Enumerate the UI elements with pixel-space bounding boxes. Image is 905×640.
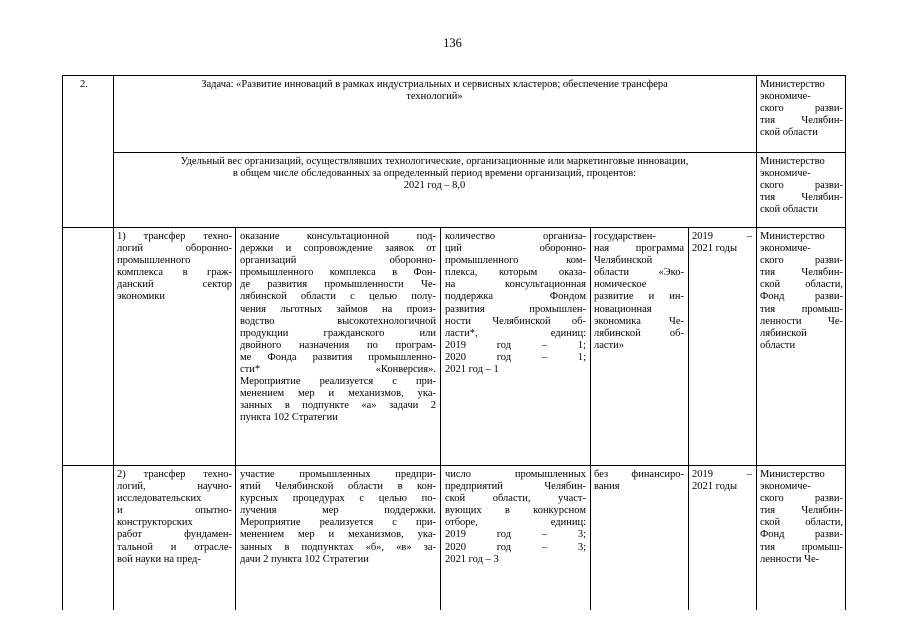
- result-cell-line: ласти*, единиц:: [445, 327, 586, 339]
- responsible-cell-line: экономиче-: [760, 168, 811, 180]
- responsible-cell: [760, 79, 843, 139]
- direction-cell-line: 1) трансфер техно-: [117, 231, 232, 242]
- responsible-cell-line: ленности Че-: [760, 553, 820, 565]
- result-cell-line: 2019 год – 3;: [445, 529, 586, 541]
- responsible-cell-line: области: [760, 339, 796, 351]
- result-cell-line: 2019 год – 1;: [445, 339, 586, 351]
- period-cell: [692, 231, 752, 255]
- responsible-cell-line: ской области,: [760, 279, 843, 291]
- result-cell-line: количество организа-: [445, 231, 586, 242]
- table-rule: [756, 75, 757, 610]
- measure-cell-line: пункта 102 Стратегии: [240, 412, 338, 424]
- direction-cell-line: 2) трансфер техно-: [117, 469, 232, 480]
- direction-cell: [117, 231, 232, 304]
- result-cell-line: плекса, которым оказа-: [445, 267, 586, 279]
- responsible-cell-line: Министерство: [760, 231, 825, 242]
- measure-cell-line: сти* «Конверсия».: [240, 364, 436, 376]
- source-cell-line: развитие и ин-: [594, 291, 684, 303]
- measure-cell-line: занных в подпункте «а» задачи 2: [240, 400, 436, 412]
- measure-cell-line: курсных процедурах с целью по-: [240, 493, 436, 505]
- period-cell-line: 2021 годы: [692, 481, 738, 493]
- result-cell: [445, 231, 586, 376]
- period-cell-line: 2019 –: [692, 231, 752, 242]
- page-number: 136: [443, 36, 462, 50]
- measure-cell-line: менением мер и механизмов, ука-: [240, 529, 436, 541]
- responsible-cell: [760, 469, 843, 566]
- result-cell: [445, 469, 586, 566]
- responsible-cell-line: Министерство: [760, 469, 825, 480]
- result-cell-line: 2021 год – 1: [445, 364, 499, 376]
- table-rule: [688, 227, 689, 610]
- source-cell-line: области «Эко-: [594, 267, 684, 279]
- result-cell-line: ности Челябинской об-: [445, 315, 586, 327]
- direction-cell-line: тальной и отрасле-: [117, 541, 232, 553]
- responsible-cell-line: экономиче-: [760, 481, 811, 493]
- table-rule: [440, 227, 441, 610]
- direction-cell: [117, 469, 232, 566]
- result-cell-line: число промышленных: [445, 469, 586, 480]
- table-rule: [845, 75, 846, 610]
- direction-cell-line: исследовательских: [117, 493, 202, 505]
- responsible-cell-line: ской области,: [760, 517, 843, 529]
- source-cell: [594, 469, 684, 493]
- responsible-cell-line: ского разви-: [760, 180, 843, 192]
- period-cell-line: 2021 годы: [692, 243, 738, 255]
- result-cell-line: промышленного ком-: [445, 255, 586, 267]
- measure-cell-line: промышленного комплекса в Фон-: [240, 267, 436, 279]
- table-rule: [113, 152, 846, 153]
- responsible-cell-line: Фонд разви-: [760, 529, 843, 541]
- source-cell-line: без финансиро-: [594, 469, 684, 480]
- measure-cell-line: продукции гражданского или: [240, 327, 436, 339]
- measure-cell-line: лябинской области с целью полу-: [240, 291, 436, 303]
- source-cell-line: ласти»: [594, 339, 625, 351]
- direction-cell-line: данский сектор: [117, 279, 232, 291]
- task-title-line: Задача: «Развитие инноваций в рамках индустриальных и сервисных кластеров; обеспечение трансфера: [201, 79, 668, 90]
- source-cell-line: государствен-: [594, 231, 656, 242]
- measure-cell-line: Мероприятие реализуется с при-: [240, 376, 436, 388]
- measure-cell-line: ятий Челябинской области в кон-: [240, 481, 436, 493]
- indicator-text-line: Удельный вес организаций, осуществлявших технологические, организационные или маркетинговые инновации,: [180, 156, 689, 167]
- measure-cell-line: занных в подпунктах «б», «в» за-: [240, 541, 436, 553]
- source-cell-line: вания: [594, 481, 620, 493]
- result-cell-line: предприятий Челябин-: [445, 481, 586, 493]
- responsible-cell-line: экономиче-: [760, 243, 811, 255]
- measure-cell-line: Мероприятие реализуется с при-: [240, 517, 436, 529]
- responsible-cell-line: ской области: [760, 204, 818, 216]
- measure-cell-line: ме Фонда развития промышленно-: [240, 351, 436, 363]
- responsible-cell-line: ского разви-: [760, 103, 843, 115]
- indicator-text-line: в общем числе обследованных за определенный период времени организаций, процентов:: [232, 168, 637, 180]
- row-number-line: 2.: [80, 79, 88, 90]
- measure-cell: [240, 231, 436, 425]
- responsible-cell-line: тия Челябин-: [760, 505, 843, 517]
- table-rule: [235, 227, 236, 610]
- responsible-cell-line: ского разви-: [760, 493, 843, 505]
- measure-cell-line: чения льготных займов на произ-: [240, 303, 436, 315]
- result-cell-line: ской области, участ-: [445, 493, 586, 505]
- measure-cell: [240, 469, 436, 566]
- responsible-cell-line: лябинской: [760, 327, 807, 339]
- responsible-cell-line: ленности Че-: [760, 315, 843, 327]
- source-cell-line: номическое: [594, 279, 647, 291]
- result-cell-line: развития промышлен-: [445, 303, 586, 315]
- source-cell-line: лябинской об-: [594, 327, 684, 339]
- table-rule: [62, 465, 846, 466]
- responsible-cell-line: экономиче-: [760, 91, 811, 103]
- result-cell-line: 2020 год – 1;: [445, 351, 586, 363]
- responsible-cell-line: тия Челябин-: [760, 115, 843, 127]
- measure-cell-line: водство высокотехнологичной: [240, 315, 436, 327]
- responsible-cell: [760, 156, 843, 216]
- result-cell-line: 2021 год – 3: [445, 553, 499, 565]
- responsible-cell-line: Министерство: [760, 156, 825, 167]
- measure-cell-line: организаций оборонно-: [240, 255, 436, 267]
- period-cell: [692, 469, 752, 493]
- measure-cell-line: участие промышленных предпри-: [240, 469, 436, 480]
- result-cell-line: вующих в конкурсном: [445, 505, 586, 517]
- responsible-cell-line: тия Челябин-: [760, 192, 843, 204]
- responsible-cell-line: тия Челябин-: [760, 267, 843, 279]
- direction-cell-line: логий, научно-: [117, 481, 232, 493]
- measure-cell-line: держки и сопровождение заявок от: [240, 243, 436, 255]
- measure-cell-line: лучения мер поддержки.: [240, 505, 436, 517]
- measure-cell-line: менением мер и механизмов, ука-: [240, 388, 436, 400]
- source-cell: [594, 231, 684, 352]
- indicator-text: [117, 156, 752, 192]
- row-number: [80, 79, 110, 91]
- direction-cell-line: логий оборонно-: [117, 243, 232, 255]
- responsible-cell: [760, 231, 843, 352]
- direction-cell-line: комплекса в граж-: [117, 267, 232, 279]
- period-cell-line: 2019 –: [692, 469, 752, 480]
- responsible-cell-line: ской области: [760, 127, 818, 139]
- table-rule: [590, 227, 591, 610]
- direction-cell-line: работ фундамен-: [117, 529, 232, 541]
- direction-cell-line: вой науки на пред-: [117, 553, 201, 565]
- direction-cell-line: и опытно-: [117, 505, 232, 517]
- source-cell-line: Челябинской: [594, 255, 653, 267]
- result-cell-line: 2020 год – 3;: [445, 541, 586, 553]
- responsible-cell-line: тия промыш-: [760, 541, 843, 553]
- result-cell-line: ций оборонно-: [445, 243, 586, 255]
- table-rule: [62, 75, 846, 76]
- responsible-cell-line: Министерство: [760, 79, 825, 90]
- responsible-cell-line: ского разви-: [760, 255, 843, 267]
- measure-cell-line: дачи 2 пункта 102 Стратегии: [240, 553, 369, 565]
- table-rule: [113, 75, 114, 610]
- source-cell-line: ная программа: [594, 243, 684, 255]
- responsible-cell-line: Фонд разви-: [760, 291, 843, 303]
- task-title: [117, 79, 752, 103]
- source-cell-line: новационная: [594, 303, 652, 315]
- source-cell-line: экономика Че-: [594, 315, 684, 327]
- task-title-line: технологий»: [406, 91, 463, 103]
- indicator-text-line: 2021 год – 8,0: [403, 180, 466, 192]
- direction-cell-line: промышленного: [117, 255, 191, 267]
- direction-cell-line: конструкторских: [117, 517, 193, 529]
- result-cell-line: на консультационная: [445, 279, 586, 291]
- result-cell-line: поддержка Фондом: [445, 291, 586, 303]
- table-rule: [62, 75, 63, 610]
- measure-cell-line: двойного назначения по програм-: [240, 339, 436, 351]
- measure-cell-line: оказание консультационной под-: [240, 231, 436, 242]
- direction-cell-line: экономики: [117, 291, 165, 303]
- responsible-cell-line: тия промыш-: [760, 303, 843, 315]
- table-rule: [62, 227, 846, 228]
- measure-cell-line: де развития промышленности Че-: [240, 279, 436, 291]
- result-cell-line: отборе, единиц:: [445, 517, 586, 529]
